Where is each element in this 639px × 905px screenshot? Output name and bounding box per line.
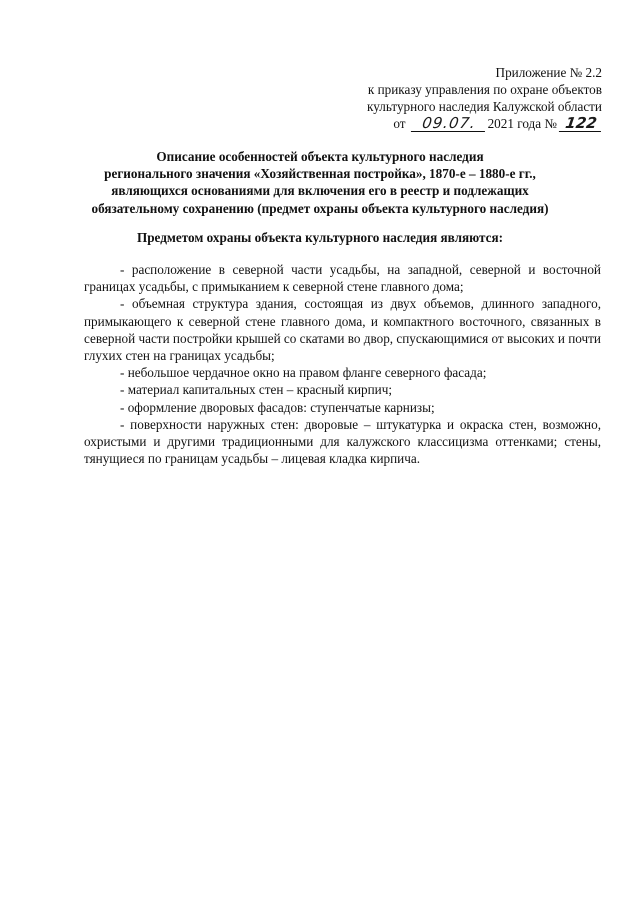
- list-item: - материал капитальных стен – красный кирпич;: [120, 382, 393, 398]
- list-item: - небольшое чердачное окно на правом фланге северного фасада;: [120, 365, 487, 381]
- section-heading: Предметом охраны объекта культурного наследия являются:: [136, 230, 504, 245]
- order-year: 2021 года №: [487, 116, 557, 131]
- appendix-authority: культурного наследия Калужской области: [367, 99, 602, 114]
- title-line: являющихся основаниями для включения его в реестр и подлежащих: [111, 183, 529, 199]
- title-line: Описание особенностей объекта культурного наследия: [156, 149, 484, 164]
- title-line: обязательному сохранению (предмет охраны объекта культурного наследия): [91, 200, 549, 216]
- document-title: [70, 148, 570, 217]
- appendix-number: Приложение № 2.2: [495, 65, 602, 80]
- list-item: - оформление дворовых фасадов: ступенчатые карнизы;: [120, 399, 435, 415]
- list-item: - объемная структура здания, состоящая из двух объемов, длинного западного, примыкающего к северной стене главного дома, и компактного восточного, связанных в северной части постройки крышей со скатами во двор, спускающимися от высоких и почти глухих стен на границах усадьбы;: [84, 296, 601, 364]
- handwritten-order-number: 122: [559, 116, 603, 132]
- order-prefix: от: [393, 116, 406, 131]
- list-item: - поверхности наружных стен: дворовые – штукатурка и окраска стен, возможно, охристыми и другими традиционными для калужского классицизма оттенками; стены, тянущиеся по границам усадьбы – лицевая кладка кирпича.: [84, 416, 601, 467]
- handwritten-order-date: 09.07.: [410, 116, 486, 132]
- appendix-block: [367, 64, 602, 132]
- list-item: - расположение в северной части усадьбы, на западной, северной и восточной границах усадьбы, с примыканием к северной стене главного дома;: [84, 262, 601, 295]
- order-date-line: [367, 115, 602, 132]
- appendix-order-reference: к приказу управления по охране объектов: [367, 82, 602, 97]
- title-line: регионального значения «Хозяйственная постройка», 1870-е – 1880-е гг.,: [104, 166, 536, 182]
- protection-subject-list: [84, 261, 601, 467]
